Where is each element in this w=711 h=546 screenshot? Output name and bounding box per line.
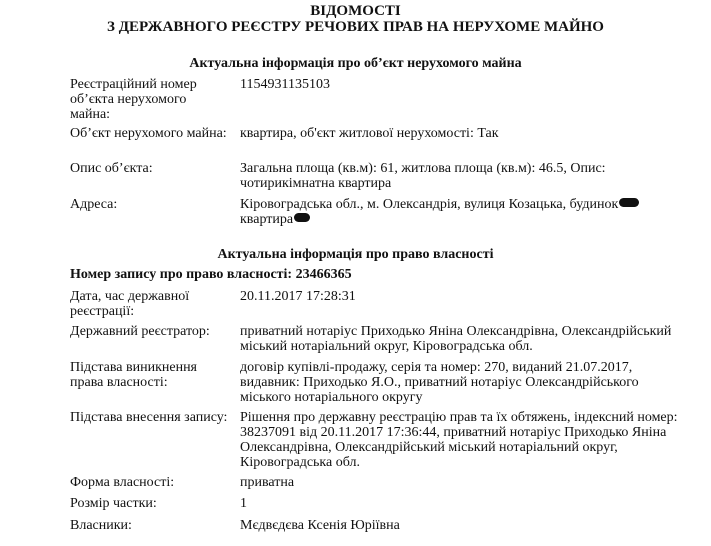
- field-label: Адреса:: [70, 197, 118, 212]
- field-label: Власники:: [70, 518, 132, 533]
- ownership-record-number: Номер запису про право власності: 23466365: [70, 267, 352, 282]
- redaction-mark: [619, 198, 639, 207]
- field-value: 1: [240, 496, 247, 511]
- field-value: 20.11.2017 17:28:31: [240, 289, 356, 304]
- field-value: 1154931135103: [240, 77, 330, 92]
- field-label: Реєстраційний номер об’єкта нерухомого майна:: [70, 77, 197, 122]
- field-label: Підстава виникнення права власності:: [70, 360, 197, 390]
- field-label: Державний реєстратор:: [70, 324, 210, 339]
- document-title-line1: ВІДОМОСТІ: [310, 3, 401, 19]
- field-value: Загальна площа (кв.м): 61, житлова площа (кв.м): 46.5, Опис: чотирикімнатна квартира: [240, 161, 606, 191]
- address-text-part2: квартира: [240, 212, 294, 227]
- address-text-part1: Кіровоградська обл., м. Олександрія, вулиця Козацька, будинок: [240, 197, 619, 212]
- document-title-line2: З ДЕРЖАВНОГО РЕЄСТРУ РЕЧОВИХ ПРАВ НА НЕРУХОМЕ МАЙНО: [107, 19, 604, 35]
- object-section-title: Актуальна інформація про об’єкт нерухомого майна: [189, 56, 522, 71]
- field-value: приватна: [240, 475, 295, 490]
- field-value: Мєдвєдєва Ксенія Юріївна: [240, 518, 400, 533]
- field-label: Форма власності:: [70, 475, 175, 490]
- field-label: Об’єкт нерухомого майна:: [70, 126, 227, 141]
- ownership-section-title: Актуальна інформація про право власності: [217, 247, 494, 262]
- field-value: договір купівлі-продажу, серія та номер: 270, виданий 21.07.2017, видавник: Приходько Я.О., приватний нотаріус Олександрійського міського нотаріального округу: [240, 360, 639, 405]
- field-label: Опис об’єкта:: [70, 161, 153, 176]
- field-value: Рішення про державну реєстрацію прав та їх обтяжень, індексний номер: 38237091 від 20.11.2017 17:36:44, приватний нотаріус Приходько Яніна Олександрівна, Олександрійський міський нотаріальний округ, Кіровоградська обл.: [240, 410, 678, 470]
- field-value: приватний нотаріус Приходько Яніна Олександрівна, Олександрійський міський нотаріальний округ, Кіровоградська обл.: [240, 324, 672, 354]
- field-label: Підстава внесення запису:: [70, 410, 228, 425]
- field-label: Дата, час державної реєстрації:: [70, 289, 190, 319]
- field-label: Розмір частки:: [70, 496, 157, 511]
- field-value: квартира, об'єкт житлової нерухомості: Так: [240, 126, 499, 141]
- redaction-mark: [294, 213, 310, 222]
- field-value: [240, 197, 680, 227]
